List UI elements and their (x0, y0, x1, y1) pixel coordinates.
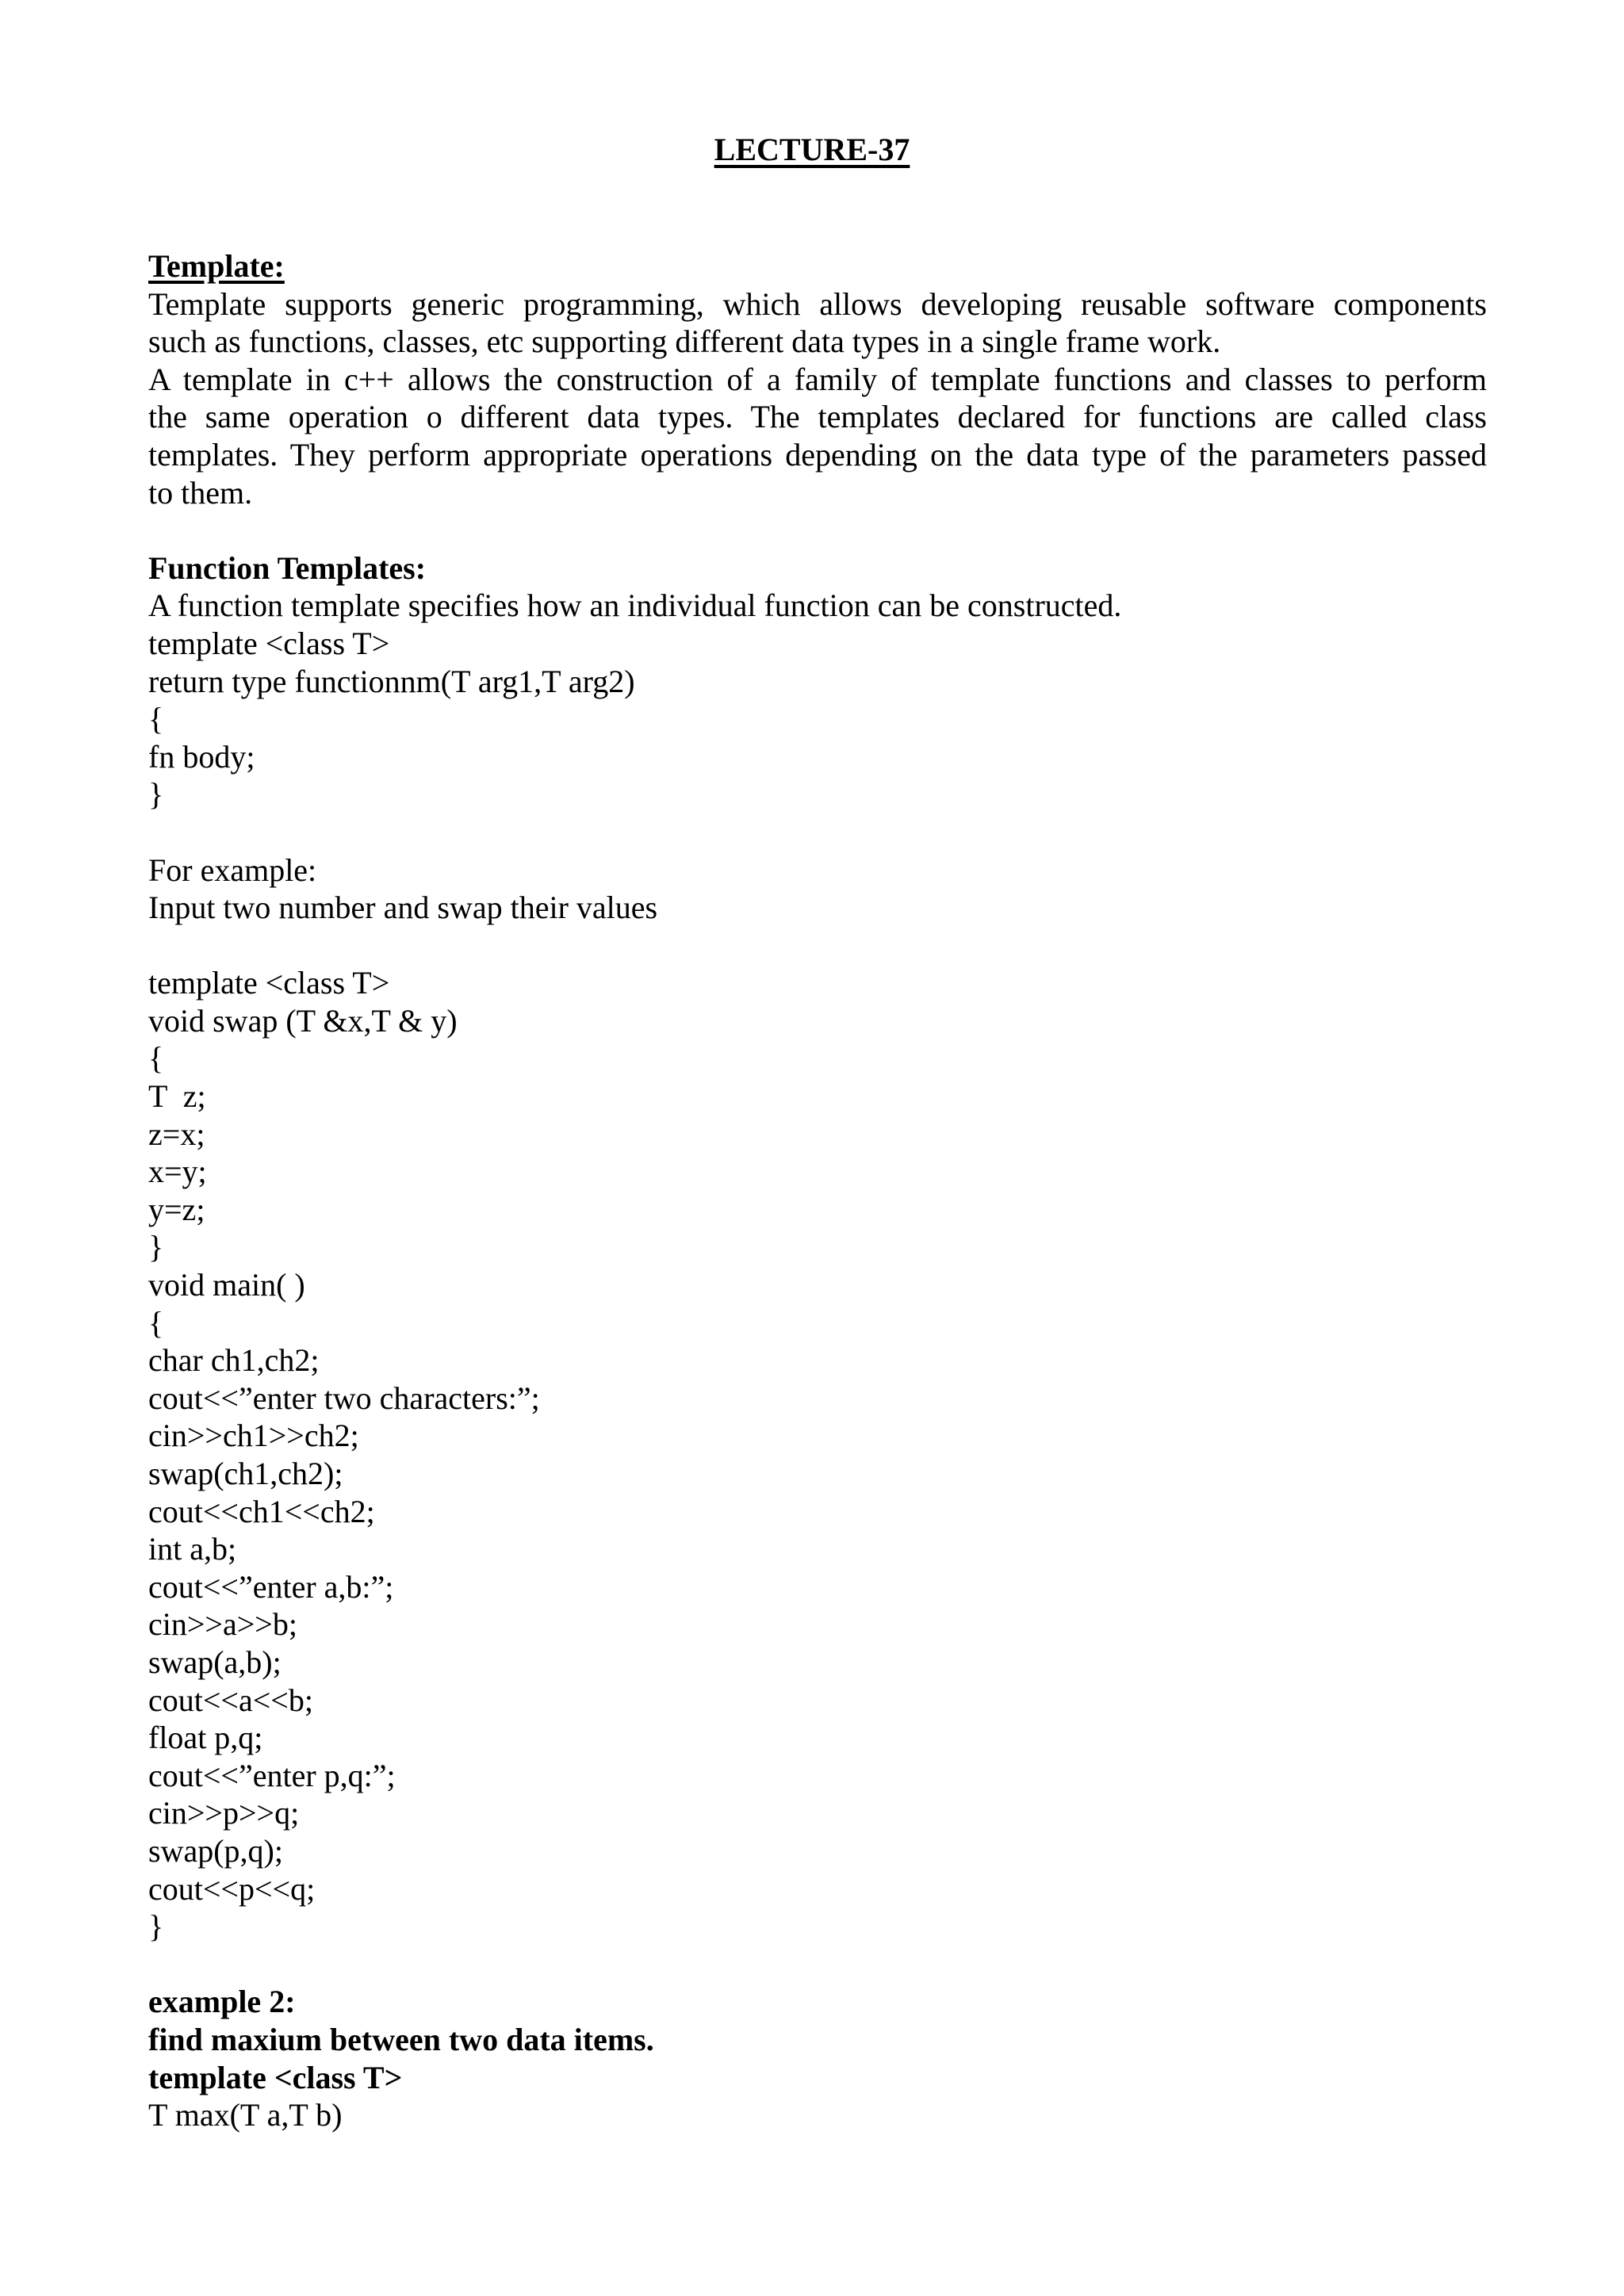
template-para2-line2: the same operation o different data types. The templates declared for functions are called class (148, 399, 1487, 435)
code-line: } (148, 1229, 164, 1265)
code-line: template <class T> (148, 965, 390, 1001)
code-line: cin>>a>>b; (148, 1606, 297, 1643)
code-line: x=y; (148, 1154, 207, 1190)
code-line: cout<<”enter two characters:”; (148, 1380, 540, 1416)
code-line: cin>>ch1>>ch2; (148, 1418, 359, 1454)
example2-template-line: template <class T> (148, 2059, 403, 2095)
template-para2-line1: A template in c++ allows the construction of a family of template functions and classes to perform (148, 361, 1487, 397)
example2-description: find maxium between two data items. (148, 2021, 654, 2057)
code-line: { (148, 1304, 164, 1341)
code-line: T z; (148, 1078, 206, 1115)
example1-description: Input two number and swap their values (148, 890, 658, 926)
code-line: cout<<a<<b; (148, 1682, 313, 1718)
code-line: void swap (T &x,T & y) (148, 1002, 458, 1039)
page-title: LECTURE-37 (714, 132, 910, 167)
syntax-line: fn body; (148, 738, 255, 775)
code-line: } (148, 1908, 164, 1945)
template-para1-line2: such as functions, classes, etc supporting different data types in a single frame work. (148, 323, 1221, 360)
code-line: y=z; (148, 1191, 205, 1227)
syntax-line: template <class T> (148, 625, 390, 661)
template-para1-line1: Template supports generic programming, which allows developing reusable software components (148, 285, 1487, 322)
page-content (148, 247, 1487, 2134)
syntax-line: } (148, 776, 164, 813)
code-line: { (148, 1040, 164, 1077)
example1-label: For example: (148, 851, 317, 888)
code-line: cout<<”enter p,q:”; (148, 1757, 396, 1793)
template-para2-line4: to them. (148, 474, 253, 511)
function-templates-description: A function template specifies how an individual function can be constructed. (148, 587, 1122, 624)
code-line: swap(a,b); (148, 1644, 282, 1680)
code-line: cout<<ch1<<ch2; (148, 1493, 375, 1529)
code-line: cout<<”enter a,b:”; (148, 1568, 394, 1605)
spacer (148, 927, 1487, 965)
code-line: swap(ch1,ch2); (148, 1456, 343, 1491)
spacer (148, 813, 1487, 851)
code-line: swap(p,q); (148, 1832, 283, 1869)
code-line: int a,b; (148, 1531, 237, 1567)
code-line: float p,q; (148, 1720, 263, 1756)
example2-code-line: T max(T a,T b) (148, 2097, 343, 2133)
syntax-line: return type functionnm(T arg1,T arg2) (148, 663, 635, 699)
code-line: void main( ) (148, 1267, 305, 1303)
template-section (148, 247, 1487, 285)
example2-heading: example 2: (148, 1984, 296, 2020)
section-heading-function-templates: Function Templates: (148, 549, 427, 586)
section-heading-template: Template: (148, 248, 285, 284)
code-line: z=x; (148, 1115, 205, 1152)
code-line: cout<<p<<q; (148, 1870, 316, 1907)
code-line: char ch1,ch2; (148, 1342, 320, 1379)
template-para2-line3: templates. They perform appropriate operations depending on the data type of the parameters passed (148, 436, 1487, 473)
spacer (148, 1946, 1487, 1984)
spacer (148, 511, 1487, 549)
code-line: cin>>p>>q; (148, 1795, 300, 1831)
syntax-line: { (148, 701, 164, 737)
